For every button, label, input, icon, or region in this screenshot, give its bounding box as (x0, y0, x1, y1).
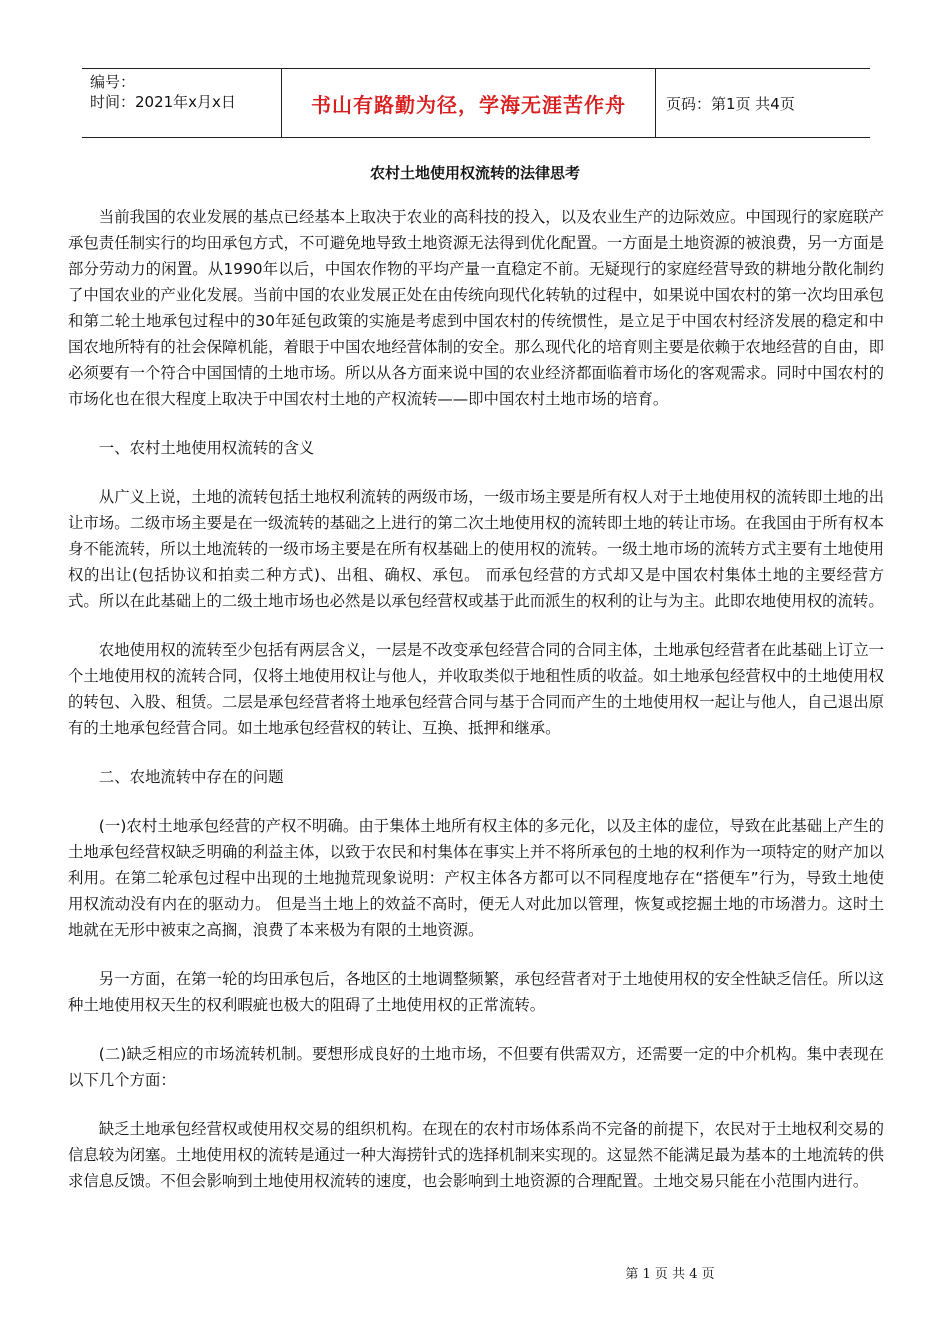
page-header (82, 68, 870, 138)
paragraph-intro: 当前我国的农业发展的基点已经基本上取决于农业的高科技的投入，以及农业生产的边际效应。中国现行的家庭联产承包责任制实行的均田承包方式，不可避免地导致土地资源无法得到优化配置。一方面是土地资源的被浪费，另一方面是部分劳动力的闲置。从1990年以后，中国农作物的平均产量一直稳定不前。无疑现行的家庭经营导致的耕地分散化制约了中国农业的产业化发展。当前中国的农业发展正处在由传统向现代化转轨的过程中，如果说中国农村的第一次均田承包和第二轮土地承包过程中的30年延包政策的实施是考虑到中国农村的传统惯性，是立足于中国农村经济发展的稳定和中国农地所特有的社会保障机能，着眼于中国农地经营体制的安全。那么现代化的培育则主要是依赖于农地经营的自由，即必须要有一个符合中国国情的土地市场。所以从各方面来说中国的农业经济都面临着市场化的客观需求。同时中国农村的市场化也在很大程度上取决于中国农村土地的产权流转——即中国农村土地市场的培育。 (68, 208, 884, 408)
paragraph: 从广义上说，土地的流转包括土地权利流转的两级市场，一级市场主要是所有权人对于土地使用权的流转即土地的出让市场。二级市场主要是在一级流转的基础之上进行的第二次土地使用权的流转即土地的转让市场。在我国由于所有权本身不能流转，所以土地流转的一级市场主要是在所有权基础上的使用权的流转。一级土地市场的流转方式主要有土地使用权的出让(包括协议和拍卖二种方式)、出租、确权、承包。 而承包经营的方式却又是中国农村集体土地的主要经营方式。所以在此基础上的二级土地市场也必然是以承包经营权或基于此而派生的权利的让与为主。此即农地使用权的流转。 (68, 488, 884, 610)
header-motto: 书山有路勤为径，学海无涯苦作舟 (282, 69, 656, 137)
section-heading-2: 二、农地流转中存在的问题 (98, 768, 284, 786)
document-date-label: 时间：2021年x月x日 (90, 93, 236, 111)
paragraph: (一)农村土地承包经营的产权不明确。由于集体土地所有权主体的多元化，以及主体的虚位，导致在此基础上产生的土地承包经营权缺乏明确的利益主体，以致于农民和村集体在事实上并不将所承包的土地的权利作为一项特定的财产加以利用。在第二轮承包过程中出现的土地抛荒现象说明：产权主体各方都可以不同程度地存在“搭便车”行为，导致土地使用权流动没有内在的驱动力。 但是当土地上的效益不高时，便无人对此加以管理，恢复或挖掘土地的市场潜力。这时土地就在无形中被束之高搁，浪费了本来极为有限的土地资源。 (68, 817, 884, 939)
header-page-label: 页码：第1页 共4页 (666, 94, 795, 113)
paragraph: 农地使用权的流转至少包括有两层含义，一层是不改变承包经营合同的合同主体，土地承包经营者在此基础上订立一个土地使用权的流转合同，仅将土地使用权让与他人，并收取类似于地租性质的收益。如土地承包经营权中的土地使用权的转包、入股、租赁。二层是承包经营者将土地承包经营合同与基于合同而产生的土地使用权一起让与他人，自己退出原有的土地承包经营合同。如土地承包经营权的转让、互换、抵押和继承。 (68, 641, 884, 737)
document-title: 农村土地使用权流转的法律思考 (369, 164, 580, 182)
paragraph: (二)缺乏相应的市场流转机制。要想形成良好的土地市场，不但要有供需双方，还需要一定的中介机构。集中表现在以下几个方面： (68, 1045, 884, 1089)
section-heading-1: 一、农村土地使用权流转的含义 (98, 439, 315, 457)
paragraph: 另一方面，在第一轮的均田承包后，各地区的土地调整频繁，承包经营者对于土地使用权的安全性缺乏信任。所以这种土地使用权天生的权利暇疵也极大的阻碍了土地使用权的正常流转。 (68, 970, 884, 1014)
document-number-label: 编号： (90, 73, 136, 91)
paragraph: 缺乏土地承包经营权或使用权交易的组织机构。在现在的农村市场体系尚不完备的前提下，农民对于土地权利交易的信息较为闭塞。土地使用权的流转是通过一种大海捞针式的选择机制来实现的。这显然不能满足最为基本的土地流转的供求信息反馈。不但会影响到土地使用权流转的速度，也会影响到土地资源的合理配置。土地交易只能在小范围内进行。 (68, 1120, 884, 1190)
header-info-cell (82, 69, 282, 137)
page-footer: 第 1 页 共 4 页 (625, 1267, 715, 1282)
document-body (68, 204, 884, 1217)
